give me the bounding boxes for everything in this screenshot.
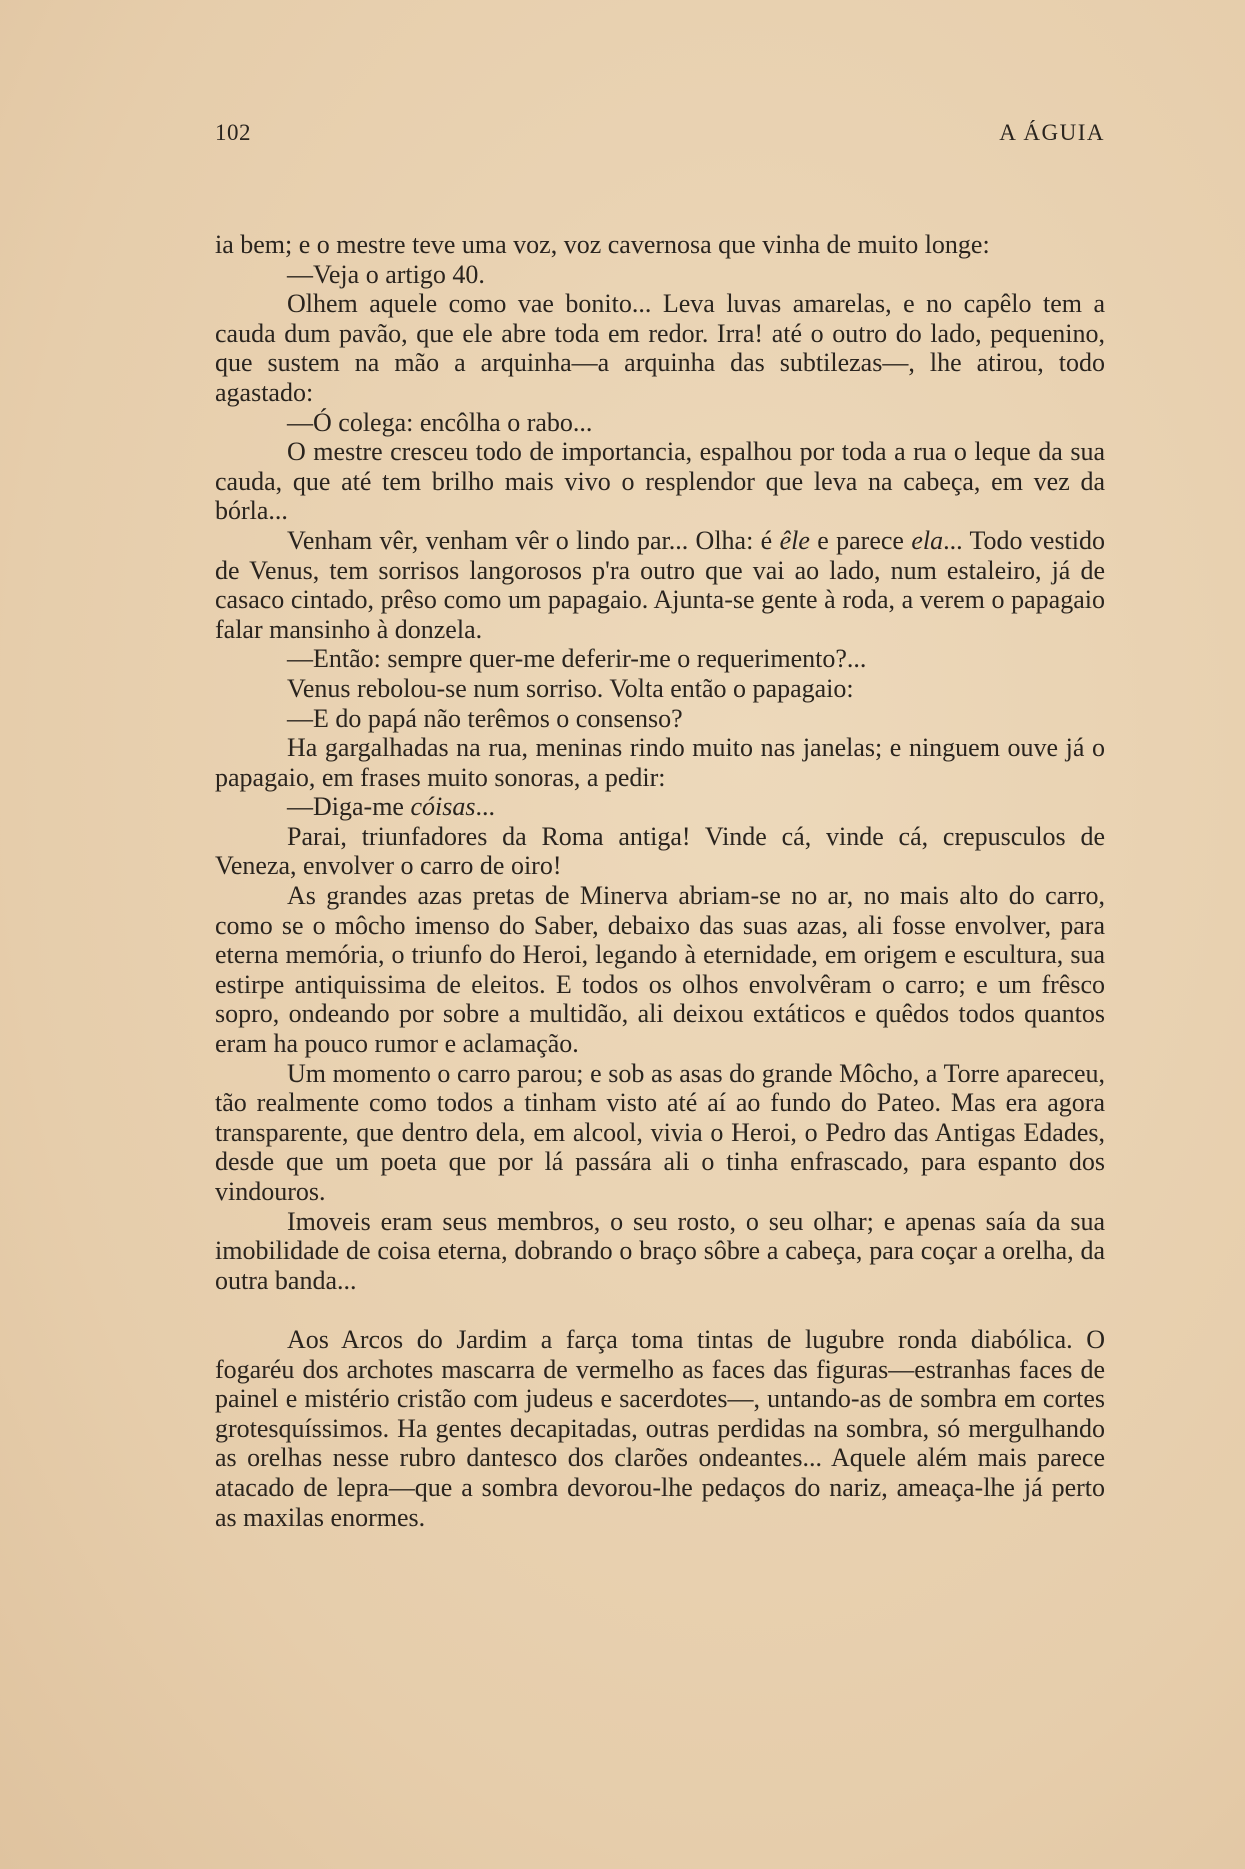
paragraph — [215, 674, 1105, 704]
text-run: —Veja o artigo 40. — [287, 259, 485, 289]
italic-text: ela — [911, 525, 944, 555]
paragraph — [215, 1325, 1105, 1532]
text-run: —Então: sempre quer-me deferir-me o requerimento?... — [287, 644, 867, 674]
paragraph — [215, 437, 1105, 526]
paragraph — [215, 260, 1105, 290]
text-run: ... — [475, 792, 495, 822]
text-run: Olhem aquele como vae bonito... Leva luvas amarelas, e no capêlo tem a cauda dum pavão, que ele abre toda em redor. Irra! até o outro do lado, pequenino, que sustem na mão a arquinha—a arquinha das subtilezas—, lhe atirou, todo agastado: — [215, 289, 1105, 407]
text-run: Venus rebolou-se num sorriso. Volta então o papagaio: — [287, 673, 854, 703]
text-run: —Diga-me — [287, 792, 411, 822]
text-run: e parece — [809, 525, 912, 555]
text-run: Um momento o carro parou; e sob as asas do grande Môcho, a Torre apareceu, tão realmente como todos a tinham visto até aí ao fundo do Pateo. Mas era agora transparente, que dentro dela, em alcool, vivia o Heroi, o Pedro das Antigas Edades, desde que um poeta que por lá passára ali o tinha enfrascado, para espanto dos vindouros. — [215, 1058, 1105, 1206]
text-run: Imoveis eram seus membros, o seu rosto, o seu olhar; e apenas saía da sua imobilidade de coisa eterna, dobrando o braço sôbre a cabeça, para coçar a orelha, da outra banda... — [215, 1206, 1105, 1295]
italic-text: êle — [779, 525, 810, 555]
journal-title: A ÁGUIA — [999, 120, 1105, 145]
paragraph — [215, 230, 1105, 260]
page-number: 102 — [215, 120, 251, 145]
text-run: Parai, triunfadores da Roma antiga! Vinde cá, vinde cá, crepusculos de Veneza, envolver o carro de oiro! — [215, 821, 1105, 881]
text-run: ... Todo vestido de Venus, tem sorrisos langorosos p'ra outro que vai ao lado, num estaleiro, já de casaco cintado, prêso como um papagaio. Ajunta-se gente à roda, a verem o papagaio falar mansinho à donzela. — [215, 525, 1106, 644]
paragraph — [215, 881, 1105, 1059]
text-run: O mestre cresceu todo de importancia, espalhou por toda a rua o leque da sua cauda, que até tem brilho mais vivo o resplendor que leva na cabeça, em vez da bórla... — [215, 437, 1105, 526]
text-run: Ha gargalhadas na rua, meninas rindo muito nas janelas; e ninguem ouve já o papagaio, em frases muito sonoras, a pedir: — [215, 733, 1105, 792]
text-run: As grandes azas pretas de Minerva abriam-se no ar, no mais alto do carro, como se o môcho imenso do Saber, debaixo das suas azas, ali fosse envolver, para eterna memória, o triunfo do Heroi, legando à eternidade, em origem e escultura, sua estirpe antiquissima de eleitos. E todos os olhos envolvêram o carro; e um frêsco sopro, ondeando por sobre a multidão, ali deixou extáticos e quêdos todos quantos eram ha pouco rumor e aclamação. — [215, 881, 1105, 1059]
body-text — [215, 230, 1105, 1532]
paragraph — [215, 289, 1105, 407]
paragraph — [215, 704, 1105, 734]
book-page — [215, 120, 1105, 1532]
text-run: Venham vêr, venham vêr o lindo par... Olha: é — [287, 525, 780, 555]
text-run: —E do papá não terêmos o consenso? — [287, 703, 683, 733]
text-run: Aos Arcos do Jardim a farça toma tintas de lugubre ronda diabólica. O fogaréu dos archotes mascarra de vermelho as faces das figuras—estranhas faces de painel e mistério cristão com judeus e sacerdotes—, untando-as de sombra em cortes grotesquíssimos. Ha gentes decapitadas, outras perdidas na sombra, só mergulhando as orelhas nesse rubro dantesco dos clarões ondeantes... Aquele além mais parece atacado de lepra—que a sombra devorou-lhe pedaços do nariz, ameaça-lhe já perto as maxilas enormes. — [215, 1324, 1105, 1532]
paragraph — [215, 526, 1105, 644]
paragraph — [215, 822, 1105, 881]
paragraph — [215, 408, 1105, 438]
paragraph — [215, 792, 1105, 822]
italic-text: cóisas — [410, 792, 476, 822]
paragraph — [215, 644, 1105, 674]
text-run: —Ó colega: encôlha o rabo... — [287, 407, 593, 437]
paragraph — [215, 1207, 1105, 1296]
paragraph — [215, 733, 1105, 792]
paragraph — [215, 1059, 1105, 1207]
running-head — [215, 120, 1105, 160]
text-run: ia bem; e o mestre teve uma voz, voz cavernosa que vinha de muito longe: — [215, 230, 990, 259]
